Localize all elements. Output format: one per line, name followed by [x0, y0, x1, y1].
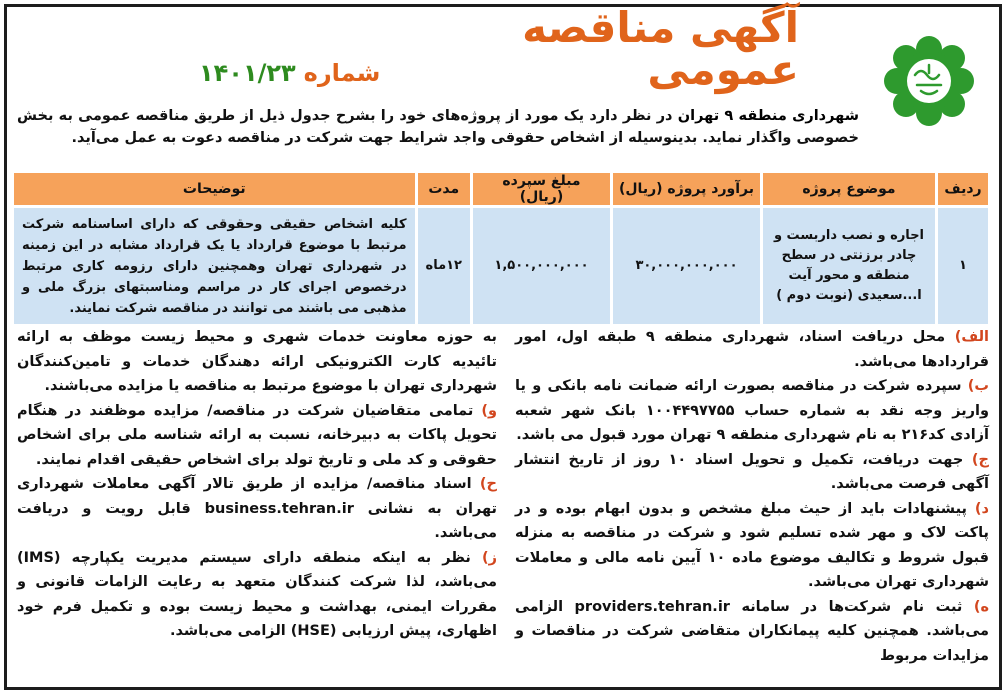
header-estimate: برآورد پروژه (ریال) [613, 173, 760, 205]
clause-marker: و) [481, 402, 497, 419]
clause-ze [17, 546, 497, 644]
header-deposit: مبلغ سپرده (ریال) [473, 173, 610, 205]
clause-text: اسناد مناقصه/ مزایده از طریق تالار آگهی معاملات شهرداری تهران به نشانی business.tehran.ir قابل رویت و دریافت می‌باشد. [17, 476, 497, 541]
cell-notes: کلیه اشخاص حقیقی وحقوقی که دارای اساسنامه شرکت مرتبط با موضوع قرارداد یا یک قرارداد مشابه در این زمینه در شهرداری تهران وهمچنین دارای رزومه کاری مرتبط درخصوص اجرای کار در مراسم ومناسبتهای بزرگ ملی و مذهبی می باشند می توانند در مناقصه شرکت نمایند. [14, 208, 415, 324]
clause-marker: ج) [971, 451, 989, 468]
table-row [14, 208, 988, 324]
clause-text: ثبت نام شرکت‌ها در سامانه providers.tehran.ir الزامی می‌باشد. همچنین کلیه پیمانکاران متقاضی شرکت در مناقصات و مزایدات مربوط [515, 598, 989, 664]
clauses-right-column [515, 325, 989, 668]
clause-marker: الف) [954, 329, 989, 345]
notice-number [199, 59, 380, 91]
title-row [199, 3, 799, 94]
notice-frame [4, 4, 1002, 690]
clause-text: سپرده شرکت در مناقصه بصورت ارائه ضمانت نامه بانکی و یا واریز وجه نقد به شماره حساب ۱۰۰۴۴۹۷۷۵۵ بانک شهر شعبه آزادی کد۲۱۶ به نام شهرداری منطقه ۹ تهران مورد قبول می باشد. [515, 378, 989, 443]
clause-vav [17, 399, 497, 473]
cell-duration: ۱۲ماه [418, 208, 470, 324]
notice-number-value: ۱۴۰۱/۲۳ [199, 59, 296, 87]
clause-text: به حوزه معاونت خدمات شهری و محیط زیست موظف به ارائه تائیدیه کارت الکترونیکی ارائه دهندگان خدمات و تامین‌کنندگان شهرداری تهران با موضوع مرتبط به مناقصه یا مزایده می‌باشند. [17, 329, 497, 394]
cell-subject: اجاره و نصب داربست و چادر برزنتی در سطح منطقه و محور آیت ا...سعیدی (نوبت دوم ) [763, 208, 935, 324]
tehran-municipality-emblem-icon [883, 35, 975, 127]
clause-dal [515, 497, 989, 595]
intro-org: شهرداری منطقه ۹ تهران [677, 108, 859, 124]
clause-marker: ز) [482, 549, 497, 566]
intro-text: در نظر دارد یک مورد از پروژه‌های خود را بشرح جدول ذیل از طریق مناقصه عمومی به بخش خصوصی واگذار نماید. بدینوسیله از اشخاص حقوقی واجد شرایط جهت شرکت در مناقصه دعوت به عمل می‌آید. [17, 108, 859, 146]
projects-table [11, 170, 991, 327]
clause-he2 [17, 472, 497, 546]
table-header-row [14, 173, 988, 205]
clause-text: پیشنهادات باید از حیث مبلغ مشخص و بدون ابهام بوده و در پاکت لاک و مهر شده تسلیم شود و شرکت در مناقصه به منزله قبول شروط و تکالیف موضوع ماده ۱۰ آیین نامه مالی و معاملات شهرداری تهران می‌باشد. [515, 500, 989, 590]
clause-marker: د) [974, 500, 989, 517]
clause-jim [515, 448, 989, 497]
clause-text: نظر به اینکه منطقه دارای سیستم مدیریت یکپارچه (IMS) می‌باشد، لذا شرکت کنندگان متعهد به رعایت الزامات قانونی و مقررات ایمنی، بهداشت و محیط زیست بوده و تکمیل فرم خود اظهاری، پیش ارزیابی (HSE) الزامی می‌باشد. [17, 549, 497, 639]
clause-he [515, 595, 989, 669]
clauses-left-column [17, 325, 497, 644]
clause-marker: ح) [479, 476, 497, 492]
clause-text: محل دریافت اسناد، شهرداری منطقه ۹ طبقه اول، امور قراردادها می‌باشد. [515, 329, 989, 370]
header-duration: مدت [418, 173, 470, 205]
intro-paragraph [17, 105, 859, 149]
cell-deposit: ۱,۵۰۰,۰۰۰,۰۰۰ [473, 208, 610, 324]
clause-text: جهت دریافت، تکمیل و تحویل اسناد ۱۰ روز از تاریخ انتشار آگهی فرصت می‌باشد. [515, 451, 989, 492]
header-subject: موضوع پروژه [763, 173, 935, 205]
clause-alef [515, 325, 989, 374]
notice-number-label: شماره [303, 59, 381, 87]
header-notes: توضیحات [14, 173, 415, 205]
notice-title: آگهی مناقصه عمومی [522, 3, 799, 94]
cell-estimate: ۳۰,۰۰۰,۰۰۰,۰۰۰ [613, 208, 760, 324]
clause-text: تمامی متقاضیان شرکت در مناقصه/ مزایده موظفند در هنگام تحویل پاکات به دبیرخانه، نسبت به ارائه شناسه ملی برای اشخاص حقوقی و کد ملی و تاریخ تولد برای اشخاص حقیقی اقدام نمایند. [17, 402, 497, 468]
clause-continuation [17, 325, 497, 399]
clause-be [515, 374, 989, 448]
clause-marker: ب) [967, 378, 989, 394]
clause-marker: ه) [973, 598, 989, 615]
cell-row-number: ۱ [938, 208, 988, 324]
header-row-number: ردیف [938, 173, 988, 205]
